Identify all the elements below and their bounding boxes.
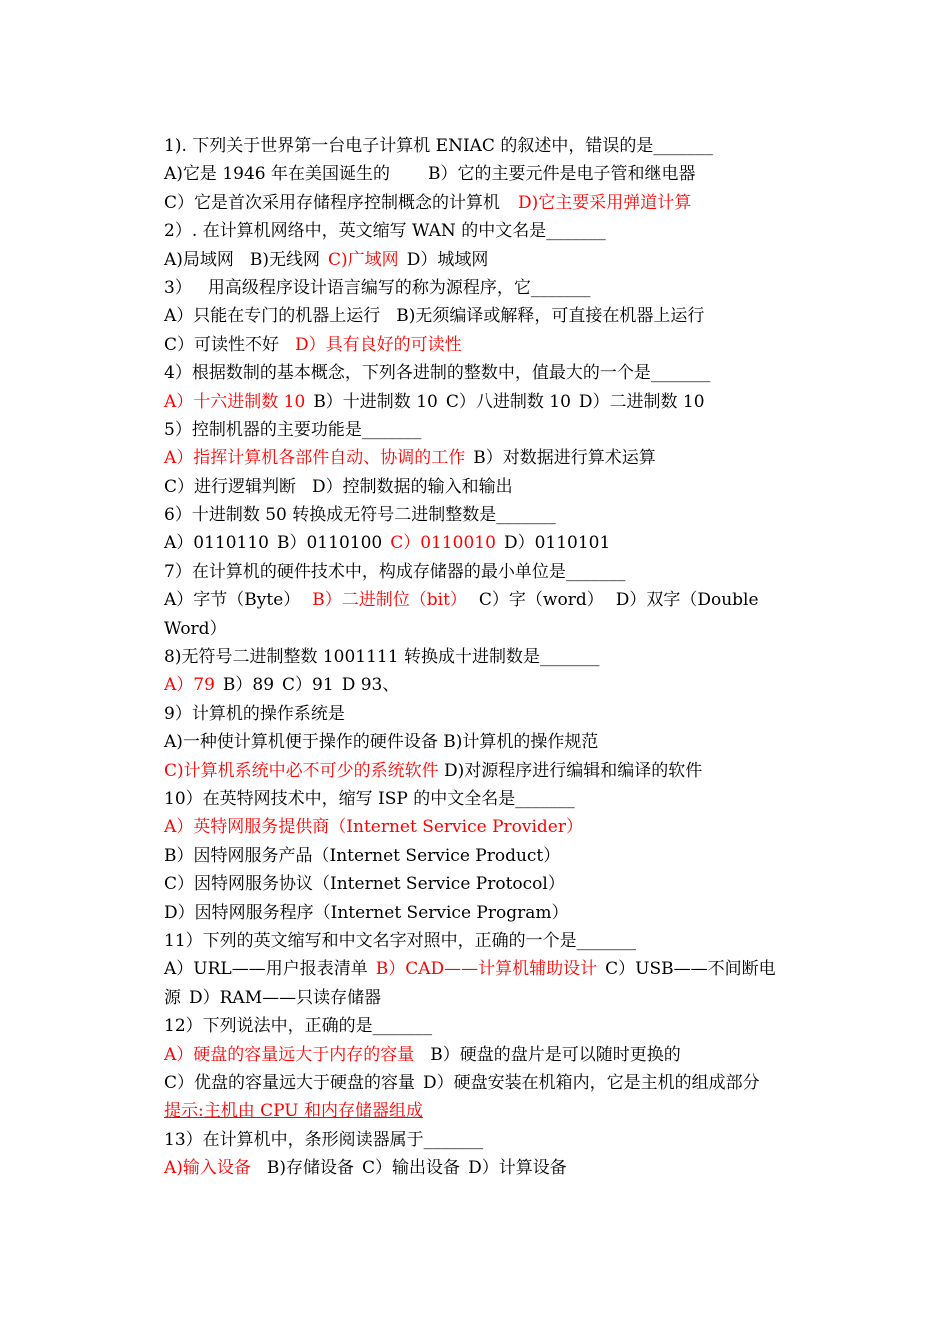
answer-text: A）英特网服务提供商（Internet Service Provider） [164, 817, 583, 838]
text-line [164, 842, 792, 870]
text-run: C）优盘的容量远大于硬盘的容量 [164, 1072, 416, 1093]
text-line [164, 955, 792, 1012]
text-line [164, 870, 792, 898]
text-line [164, 643, 792, 671]
text-line [164, 1041, 792, 1069]
text-line [164, 558, 792, 586]
text-line [164, 728, 792, 756]
text-run: C）USB——不间断电源 [164, 959, 776, 1008]
answer-text: C)计算机系统中必不可少的系统软件 [164, 760, 439, 781]
text-run: 4）根据数制的基本概念，下列各进制的整数中，值最大的一个是_______ [164, 363, 711, 384]
text-line [164, 757, 792, 785]
answer-text: C）0110010 [390, 533, 496, 554]
answer-text: D)它主要采用弹道计算 [518, 192, 692, 213]
text-line [164, 160, 792, 188]
text-run: 9）计算机的操作系统是 [164, 703, 345, 724]
answer-text: B）CAD——计算机辅助设计 [375, 959, 598, 980]
text-run: C）输出设备 [362, 1158, 461, 1179]
text-run: C）91 [282, 675, 334, 696]
answer-text: A)输入设备 [164, 1158, 251, 1179]
answer-text: 提示:主机由 CPU 和内存储器组成 [164, 1101, 424, 1122]
text-line [164, 388, 792, 416]
text-run: 用高级程序设计语言编写的称为源程序，它_______ [207, 277, 591, 298]
text-run: A）0110110 [164, 533, 269, 554]
text-run: A)局域网 [164, 249, 234, 270]
text-line [164, 1069, 792, 1097]
answer-text: A）硬盘的容量远大于内存的容量 [164, 1044, 415, 1065]
text-run: D）城域网 [406, 249, 489, 270]
text-line [164, 927, 792, 955]
answer-text: A）79 [164, 675, 215, 696]
text-run: A)它是 1946 年在美国诞生的 [164, 164, 390, 185]
text-line [164, 217, 792, 245]
text-line [164, 274, 792, 302]
text-line [164, 700, 792, 728]
text-run: 3） [164, 277, 192, 298]
text-line [164, 1097, 792, 1125]
text-line [164, 473, 792, 501]
text-line [164, 246, 792, 274]
text-line [164, 331, 792, 359]
text-line [164, 132, 792, 160]
text-run: D）RAM——只读存储器 [189, 987, 382, 1008]
question-document [164, 132, 792, 1183]
text-line [164, 529, 792, 557]
text-run: A）字节（Byte） [164, 590, 301, 611]
text-run: D）双字（Double Word） [164, 590, 759, 639]
answer-text: B）二进制位（bit） [312, 590, 467, 611]
text-run: 1). 下列关于世界第一台电子计算机 ENIAC 的叙述中，错误的是_______ [164, 136, 713, 156]
text-run: A）URL——用户报表清单 [164, 959, 368, 980]
text-run: 11）下列的英文缩写和中文名字对照中，正确的一个是_______ [164, 930, 637, 951]
text-run: 10）在英特网技术中，缩写 ISP 的中文全名是_______ [164, 789, 575, 810]
text-run: B）89 [222, 675, 275, 696]
text-line [164, 671, 792, 699]
text-run: C）它是首次采用存储程序控制概念的计算机 [164, 192, 501, 213]
text-run: D 93、 [341, 675, 400, 696]
answer-text: A）十六进制数 10 [164, 391, 306, 412]
text-line [164, 1126, 792, 1154]
answer-text: D）具有良好的可读性 [295, 334, 462, 355]
text-run: B）0110100 [277, 533, 383, 554]
text-run: B)无须编译或解释，可直接在机器上运行 [396, 306, 705, 327]
text-line [164, 1154, 792, 1182]
text-line [164, 813, 792, 841]
text-run: D）二进制数 10 [578, 391, 705, 412]
text-run: D）因特网服务程序（Internet Service Program） [164, 902, 569, 923]
text-run: 2）. 在计算机网络中，英文缩写 WAN 的中文名是_______ [164, 221, 606, 242]
text-line [164, 189, 792, 217]
text-run: B)无线网 [249, 249, 321, 270]
text-line [164, 1012, 792, 1040]
text-run: B)存储设备 [266, 1158, 355, 1179]
text-run: C）因特网服务协议（Internet Service Protocol） [164, 874, 565, 895]
text-run: D）硬盘安装在机箱内，它是主机的组成部分 [423, 1072, 760, 1093]
text-run: 7）在计算机的硬件技术中，构成存储器的最小单位是_______ [164, 561, 626, 582]
text-line [164, 586, 792, 643]
text-run: 5）控制机器的主要功能是_______ [164, 419, 422, 440]
text-run: C）进行逻辑判断 [164, 476, 297, 497]
answer-text: C)广域网 [328, 249, 399, 270]
text-run: D）控制数据的输入和输出 [312, 476, 513, 497]
text-run: 12）下列说法中，正确的是_______ [164, 1016, 433, 1037]
text-run: D）0110101 [503, 533, 611, 554]
text-run: B）它的主要元件是电子管和继电器 [427, 164, 696, 185]
text-run: C）可读性不好 [164, 334, 280, 355]
text-line [164, 444, 792, 472]
answer-text: A）指挥计算机各部件自动、协调的工作 [164, 448, 466, 469]
text-run: B）硬盘的盘片是可以随时更换的 [430, 1044, 681, 1065]
text-line [164, 359, 792, 387]
text-run: D）计算设备 [468, 1158, 567, 1179]
text-run: 6）十进制数 50 转换成无符号二进制整数是_______ [164, 505, 556, 526]
text-line [164, 899, 792, 927]
text-run: B）对数据进行算术运算 [473, 448, 656, 469]
text-run: 13）在计算机中，条形阅读器属于_______ [164, 1129, 484, 1150]
text-line [164, 501, 792, 529]
text-run: 8)无符号二进制整数 1001111 转换成十进制数是_______ [164, 647, 600, 668]
text-run: B）因特网服务产品（Internet Service Product） [164, 845, 561, 866]
text-line [164, 785, 792, 813]
text-run: A）只能在专门的机器上运行 [164, 306, 381, 327]
text-run: C）八进制数 10 [445, 391, 571, 412]
text-line [164, 416, 792, 444]
text-run: B）十进制数 10 [313, 391, 438, 412]
text-line [164, 302, 792, 330]
text-run: C）字（word） [478, 590, 604, 611]
text-run: D)对源程序进行编辑和编译的软件 [438, 760, 703, 781]
text-run: A)一种使计算机便于操作的硬件设备 B)计算机的操作规范 [164, 732, 599, 753]
